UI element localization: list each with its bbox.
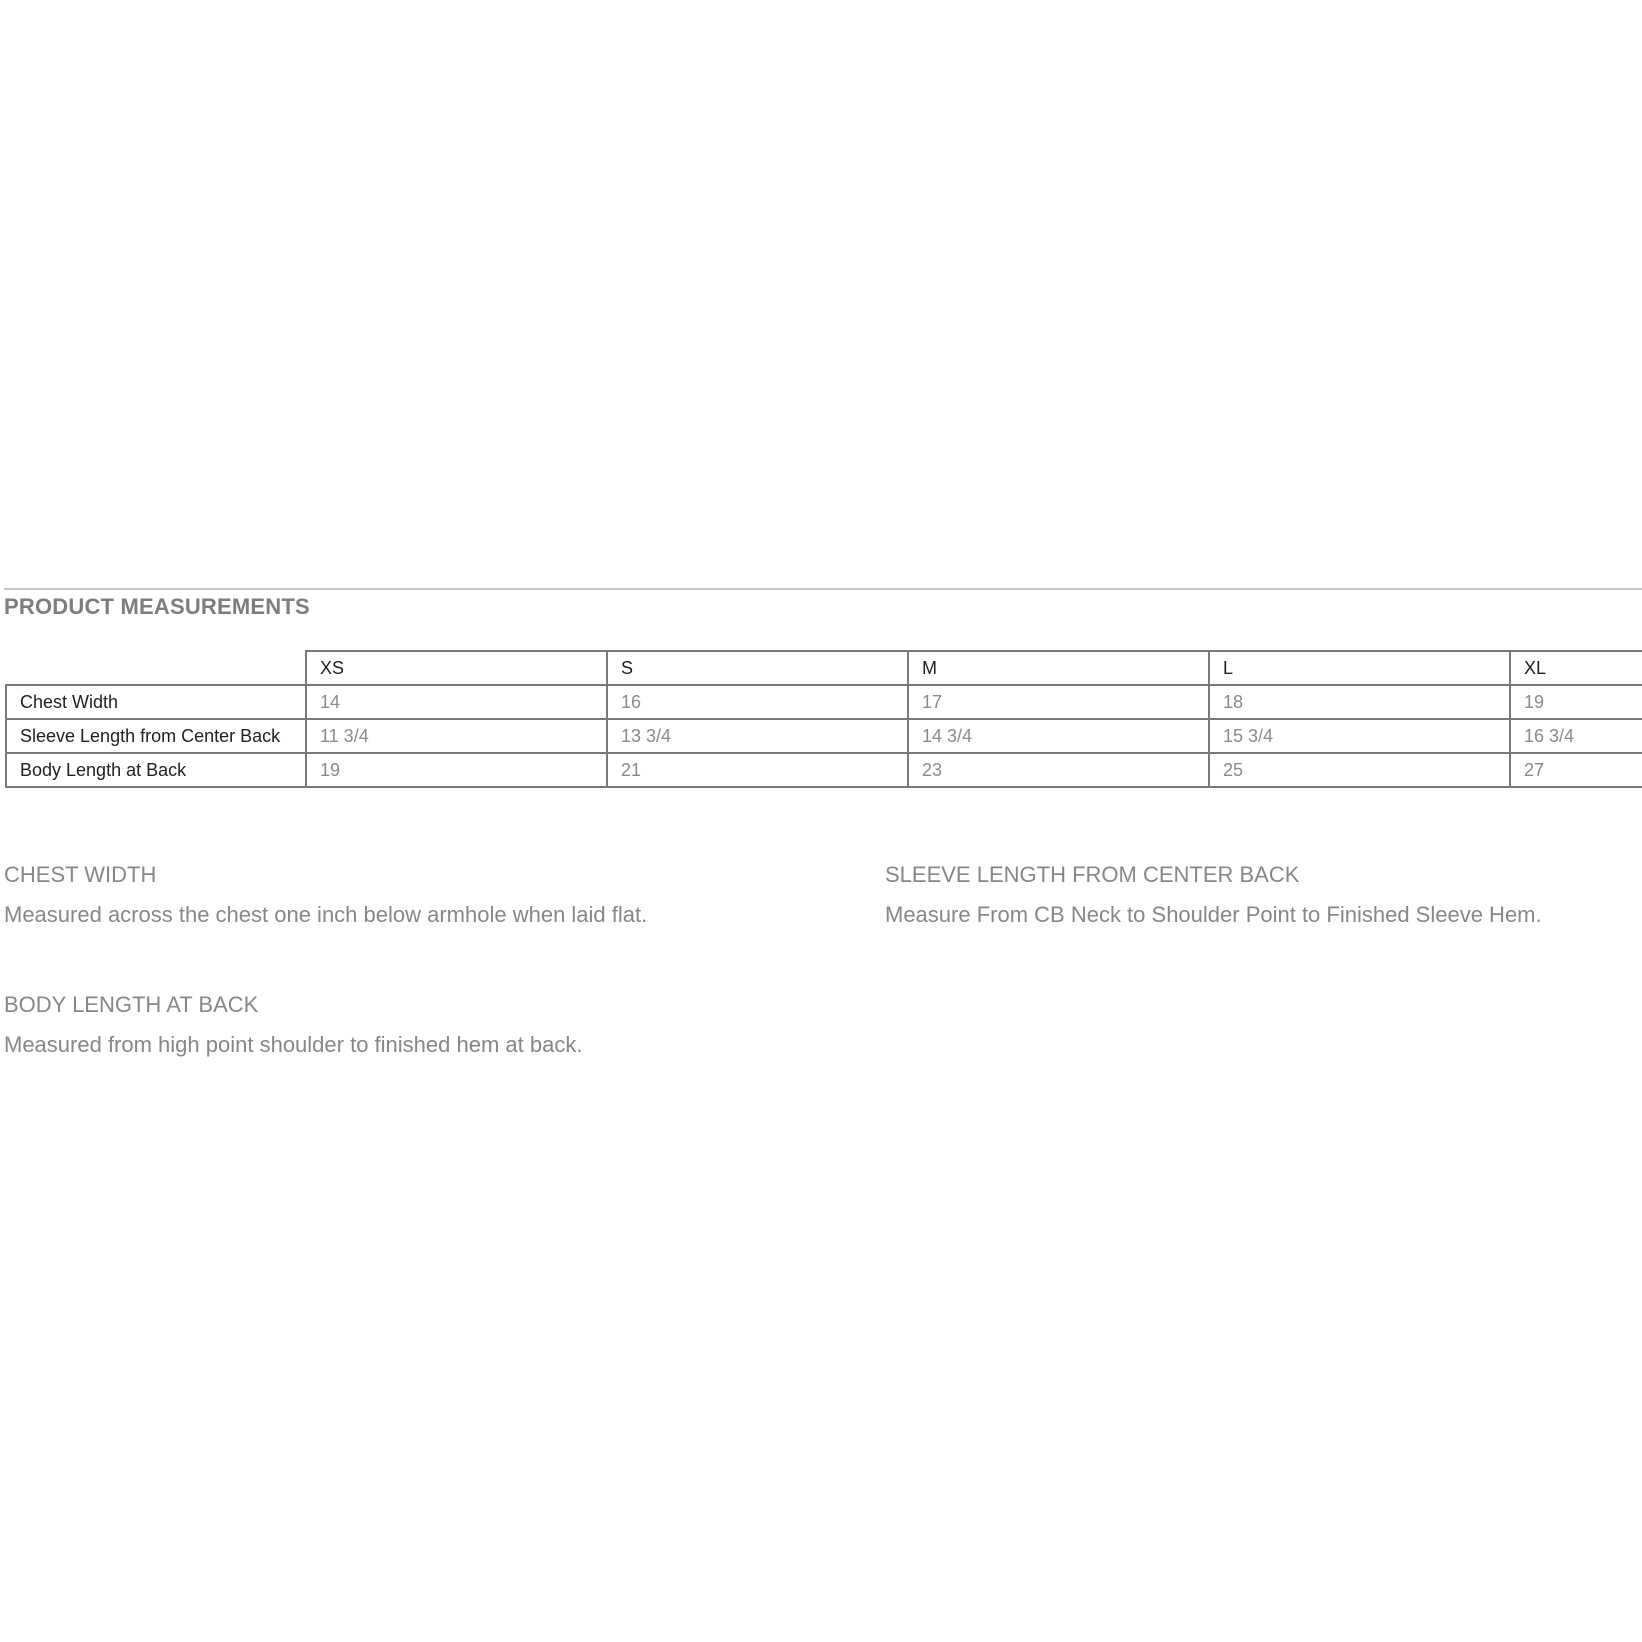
- section-title: PRODUCT MEASUREMENTS: [4, 594, 310, 619]
- table-cell: 23: [908, 753, 1209, 787]
- size-header-xl: XL: [1510, 651, 1642, 685]
- table-cell: 15 3/4: [1209, 719, 1510, 753]
- size-header-s: S: [607, 651, 908, 685]
- row-label-sleeve-length: Sleeve Length from Center Back: [6, 719, 306, 753]
- sleeve-length-heading: SLEEVE LENGTH FROM CENTER BACK: [885, 862, 1300, 887]
- table-cell: 27: [1510, 753, 1642, 787]
- table-cell: 13 3/4: [607, 719, 908, 753]
- table-cell: 11 3/4: [306, 719, 607, 753]
- body-length-description: Measured from high point shoulder to finished hem at back.: [4, 1032, 583, 1057]
- table-cell: 14 3/4: [908, 719, 1209, 753]
- size-header-l: L: [1209, 651, 1510, 685]
- row-label-chest-width: Chest Width: [6, 685, 306, 719]
- table-cell: 17: [908, 685, 1209, 719]
- table-cell: 21: [607, 753, 908, 787]
- size-header-m: M: [908, 651, 1209, 685]
- body-length-heading: BODY LENGTH AT BACK: [4, 992, 259, 1017]
- table-row: [6, 753, 1642, 787]
- table-cell: 16: [607, 685, 908, 719]
- table-cell: 16 3/4: [1510, 719, 1642, 753]
- table-cell: 19: [1510, 685, 1642, 719]
- table-corner-cell: [6, 651, 306, 685]
- table-header-row: [6, 651, 1642, 685]
- table-row: [6, 719, 1642, 753]
- table-cell: 18: [1209, 685, 1510, 719]
- table-cell: 14: [306, 685, 607, 719]
- row-label-body-length: Body Length at Back: [6, 753, 306, 787]
- chest-width-heading: CHEST WIDTH: [4, 862, 157, 887]
- section-divider: [4, 588, 1642, 590]
- size-header-xs: XS: [306, 651, 607, 685]
- table-cell: 19: [306, 753, 607, 787]
- chest-width-description: Measured across the chest one inch below armhole when laid flat.: [4, 902, 648, 927]
- size-chart-table: [5, 650, 1642, 788]
- table-cell: 25: [1209, 753, 1510, 787]
- sleeve-length-description: Measure From CB Neck to Shoulder Point to Finished Sleeve Hem.: [885, 902, 1542, 927]
- table-row: [6, 685, 1642, 719]
